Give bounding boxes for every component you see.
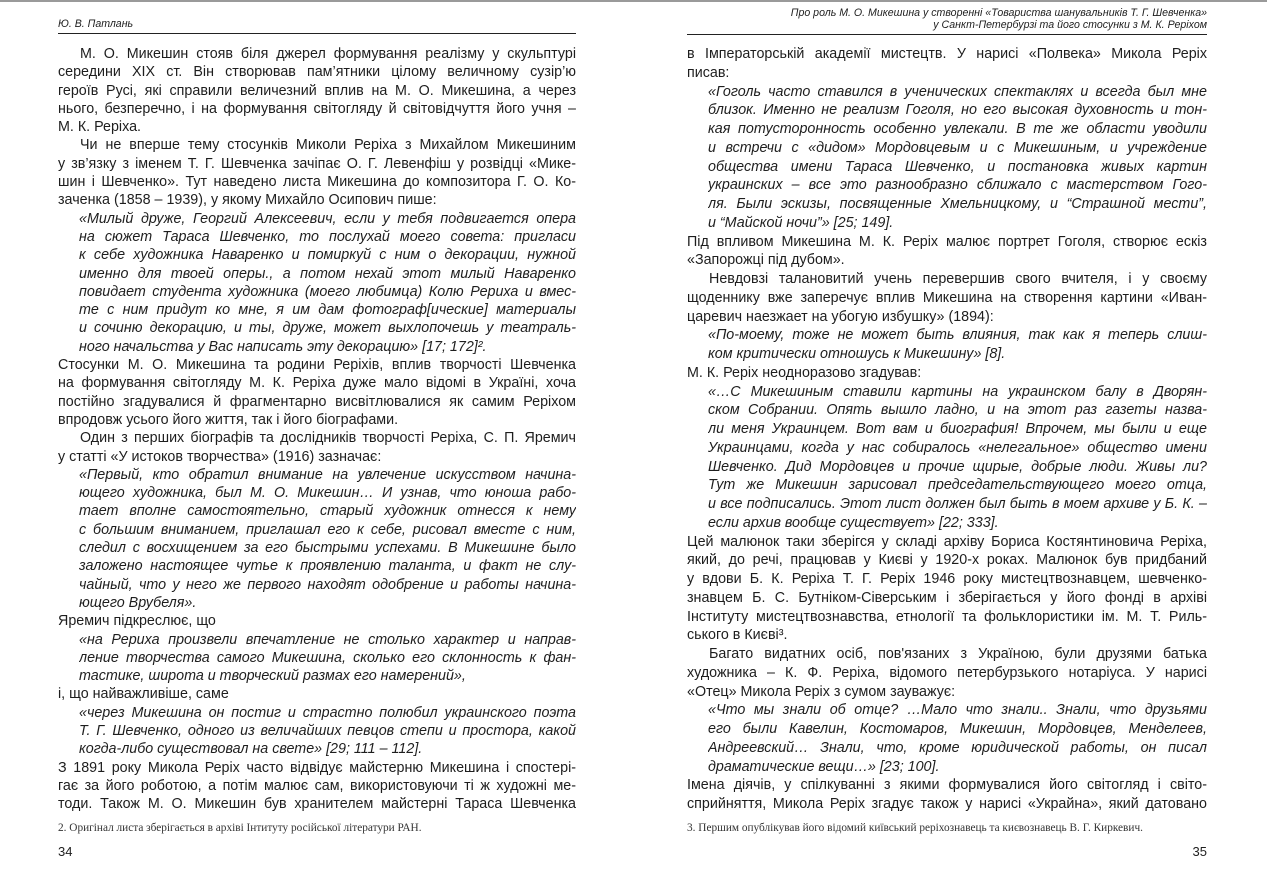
paragraph — [58, 45, 576, 136]
running-head — [58, 10, 576, 34]
paragraph — [58, 612, 576, 630]
text-line: царевич наезжает на убогую избушку» (1894): — [687, 308, 994, 325]
text-line: на сюжет Тараса Шевченко, то послухай моего совета: пригласи — [79, 228, 576, 245]
text-line: Під впливом Микешина М. К. Реріх малює портрет Гоголя, створює ескіз — [687, 233, 1207, 250]
page-body — [58, 45, 576, 813]
text-line: и все подписались. Этот лист должен был быть в моем архиве у Б. К. – — [708, 496, 1207, 512]
text-line: общества имени Тараса Шевченко, и постановка живых картин — [708, 158, 1207, 175]
text-line: следил с восхищением за его быстрыми успехами. В Микешине было — [79, 540, 576, 557]
paragraph — [687, 645, 1207, 701]
paragraph — [687, 533, 1207, 646]
text-line: «Первый, кто обратил внимание на увлечение искусством начина- — [79, 466, 576, 483]
text-line: у статті «У истоков творчества» (1916) зазначає: — [58, 448, 382, 465]
text-line: Інституту мистецтвознавства, етнології та фольклористики ім. М. Т. Риль- — [687, 608, 1207, 625]
text-line: тастике, широта и творческий размах его намерений», — [79, 668, 466, 685]
text-line: ного начальства у Вас написать эту декорацию» [17; 172]². — [79, 338, 487, 355]
block-quote — [58, 210, 576, 356]
text-line: у зв’язку з іменем Т. Г. Шевченка зачіпає О. Г. Левенфіш у розвідці «Мике- — [58, 155, 576, 172]
text-line: «По-моему, тоже не может быть влияния, так как я теперь слиш- — [708, 327, 1207, 344]
text-line: украинских – все это разнообразно сближало с мастерством Гого- — [708, 177, 1207, 194]
text-line: ли меня Украинцем. Вот вам и биография! Впрочем, мы были и еще — [708, 421, 1207, 437]
text-line: постійно згадувалися й фрагментарно висвітлювалися як самим Реріхом — [58, 393, 576, 410]
text-line: «Отец» Микола Реріх з сумом зауважує: — [687, 683, 956, 700]
text-line: «Милый друже, Георгий Алексеевич, если у тебя подвигается опера — [79, 210, 576, 227]
running-head-author: Ю. В. Патлань — [58, 17, 134, 30]
text-line: Т. Г. Шевченко, одного из величайших певцов степи и простора, какой — [79, 722, 576, 739]
page-number: 34 — [58, 844, 73, 859]
block-quote — [687, 701, 1207, 776]
text-line: середини XIX ст. Він створював пам’ятники цілому величному сузір’ю — [58, 64, 576, 81]
text-line: «…С Микешиным ставили картины на украинском балу в Дворян- — [708, 383, 1207, 400]
running-head-title-line2: у Санкт-Петербурзі та його стосунки з М. К. Реріхом — [933, 18, 1207, 31]
text-line: Яремич підкреслює, що — [58, 613, 216, 630]
text-line: Невдовзі талановитий учень перевершив свого вчителя, і у своєму — [709, 271, 1207, 287]
paragraph — [687, 270, 1207, 326]
text-line: Один з перших біографів та дослідників творчості Реріха, С. П. Яремич — [80, 430, 576, 447]
block-quote — [687, 83, 1207, 233]
text-line: шин і Шевченко». Тут наведено листа Микешина до композитора Г. О. Ко- — [58, 174, 576, 191]
text-line: ського в Києві³. — [687, 627, 788, 644]
block-quote — [687, 326, 1207, 364]
text-line: с большим вниманием, приглашал его к себе, рисовал вместе с ним, — [79, 521, 576, 538]
text-line: ля. Были эскизы, посвященные Хмельницкому, и “Страшной мести”, — [708, 196, 1207, 212]
text-line: писав: — [687, 64, 730, 81]
text-line: если архив вообще существует» [22; 333]. — [708, 514, 999, 531]
text-line: впродовж усього його життя, так і його біографами. — [58, 411, 399, 428]
paragraph — [687, 364, 1207, 383]
paragraph — [687, 776, 1207, 814]
running-head-title-line1: Про роль М. О. Микешина у створенні «Товариства шанувальників Т. Г. Шевченка» — [790, 7, 1207, 19]
text-line: на формування світогляду М. К. Реріха дуже мало відомі в Україні, хоча — [58, 375, 576, 392]
paragraph — [58, 759, 576, 814]
text-line: гає за його роботою, а потім малює сам, використовуючи ті ж художні ме- — [58, 777, 576, 794]
text-line: який, до речі, працював у Києві у 1920-х роках. Малюнок був придбаний — [687, 552, 1207, 569]
text-line: героїв Русі, які справили величезний вплив на М. О. Микешина, а через — [58, 82, 576, 99]
text-line: Андреевский… Знали, что, кроме юридической работы, он писал — [708, 739, 1207, 756]
text-line: Украинцами, когда у нас собиралось «нелегальное» общество имени — [708, 439, 1207, 456]
text-line: у вдови Б. К. Реріха Т. Г. Реріх 1946 року мистецтвознавцем, шевченко- — [687, 571, 1207, 587]
text-line: Чи не вперше тему стосунків Миколи Реріха з Михайлом Микешиним — [80, 137, 576, 154]
text-line: те с ним придут ко мне, я им дам фотограф[ические] материалы — [79, 302, 576, 319]
text-line: Багато видатних осіб, пов'язаних з Україною, були друзями батька — [709, 646, 1207, 662]
running-head — [687, 8, 1207, 35]
text-line: М. К. Реріх неодноразово згадував: — [687, 364, 922, 381]
text-line: в Імператорській академії мистецтв. У нарисі «Полвека» Микола Реріх — [687, 46, 1207, 62]
text-line: «Что мы знали об отце? …Мало что знали.. Знали, что друзьями — [708, 702, 1207, 719]
text-line: художника – К. Ф. Реріха, відомого петербурзького нотаріуса. У нарисі — [687, 664, 1207, 681]
paragraph — [687, 45, 1207, 83]
paragraph — [58, 429, 576, 466]
footnote: 2. Оригінал листа зберігається в архіві Інтитуту російської літератури РАН. — [58, 822, 422, 834]
text-line: повидает студента художника (моего любимца) Колю Рериха и вмес- — [79, 283, 576, 300]
text-line: «Запорожці під дубом». — [687, 252, 845, 269]
text-line: и сочиню декорацию, и ты, друже, может выхлопочешь у театраль- — [79, 320, 576, 337]
text-line: его были Кавелин, Костомаров, Микешин, Мордовцев, Менделеев, — [708, 721, 1207, 737]
text-line: драматические вещи…» [23; 100]. — [708, 758, 940, 775]
block-quote — [58, 466, 576, 612]
text-line: Імена діячів, у спілкуванні з якими формувалися його світогляд і світо- — [687, 777, 1207, 794]
text-line: М. О. Микешин стояв біля джерел формування реалізму у скульптурі — [80, 46, 576, 62]
paragraph — [58, 685, 576, 703]
text-line: и “Майской ночи”» [25; 149]. — [708, 214, 894, 231]
text-line: и встречи с «дидом» Мордовцевым и с Микешиным, и учреждение — [708, 139, 1207, 156]
text-line: З 1891 року Микола Реріх часто відвідує майстерню Микешина і спостері- — [58, 759, 576, 776]
text-line: ющего художника, был М. О. Микешин… И узнав, что юноша рабо- — [79, 485, 576, 502]
text-line: заложено настоящее чутье к проявлению таланта, и факт не слу- — [79, 558, 576, 575]
text-line: Стосунки М. О. Микешина та родини Реріхів, вплив творчості Шевченка — [58, 357, 576, 374]
left-page — [58, 0, 576, 881]
text-line: і, що найважливіше, саме — [58, 686, 229, 703]
text-line: тоди. Також М. О. Микешин був хранителем майстерні Тараса Шевченка — [58, 796, 576, 813]
text-line: тает вполне самостоятельно, старый художник отнесся к нему — [79, 503, 576, 520]
text-line: «Гоголь часто ставился в ученических спектаклях и всегда был мне — [708, 83, 1207, 100]
text-line: Шевченко. Дид Мордовцев и прочие щирые, добрые люди. Живы ли? — [708, 458, 1207, 475]
paragraph — [687, 233, 1207, 271]
text-line: заченка (1858 – 1939), у якому Михайло Осипович пише: — [58, 192, 437, 209]
text-line: чайный, что у него же первого находят одобрение и работы начина- — [79, 576, 576, 593]
text-line: нього, безперечно, і на формування світогляду й світовідчуття його учня – — [58, 100, 576, 117]
block-quote — [58, 704, 576, 759]
text-line: близок. Именно не реализм Гоголя, но его высокая духовность и тон- — [708, 102, 1207, 119]
block-quote — [687, 383, 1207, 533]
text-line: к себе художника Наваренко и помиркуй с ним о декорации, нужной — [79, 247, 576, 264]
text-line: именно для твоей оперы., а потом нехай этот милый Наваренко — [79, 265, 576, 282]
text-line: кая потусторонность особенно увлекали. В те же области уводили — [708, 121, 1207, 137]
page-number: 35 — [1192, 844, 1207, 859]
right-page — [687, 0, 1207, 881]
text-line: ском Собрании. Опять вышло ладно, и на этот раз газеты назва- — [708, 402, 1207, 419]
footnote: 3. Першим опублікував його відомий київський реріхознавець та києвознавець В. Г. Киркевич. — [687, 822, 1143, 834]
text-line: М. К. Реріха. — [58, 119, 142, 136]
page-body — [687, 45, 1207, 814]
text-line: щоденнику вже заперечує вплив Микешина на створення картини «Иван- — [687, 289, 1207, 306]
block-quote — [58, 631, 576, 686]
text-line: Цей малюнок таки зберігся у складі архіву Бориса Костянтиновича Реріха, — [687, 533, 1207, 550]
text-line: «через Микешина он постиг и страстно полюбил украинского поэта — [79, 704, 576, 721]
text-line: ком критически отношусь к Микешину» [8]. — [708, 346, 1006, 362]
text-line: знавцем Б. С. Бутніком-Сіверським і зберігається у його фонді в архіві — [687, 589, 1207, 606]
paragraph — [58, 136, 576, 209]
text-line: Тут же Микешин зарисовал председательствующего моего отца, — [708, 477, 1207, 494]
text-line: когда-либо существовал на свете» [29; 111 – 112]. — [79, 741, 423, 758]
paragraph — [58, 356, 576, 429]
text-line: «на Рериха произвели впечатление не столько характер и направ- — [79, 631, 576, 648]
text-line: ющего Врубеля». — [79, 594, 197, 611]
text-line: ление творчества самого Микешина, сколько его склонность к фан- — [79, 649, 576, 666]
text-line: сприйняття, Микола Реріх згадує також у нарисі «Украйна», який датовано — [687, 796, 1207, 812]
